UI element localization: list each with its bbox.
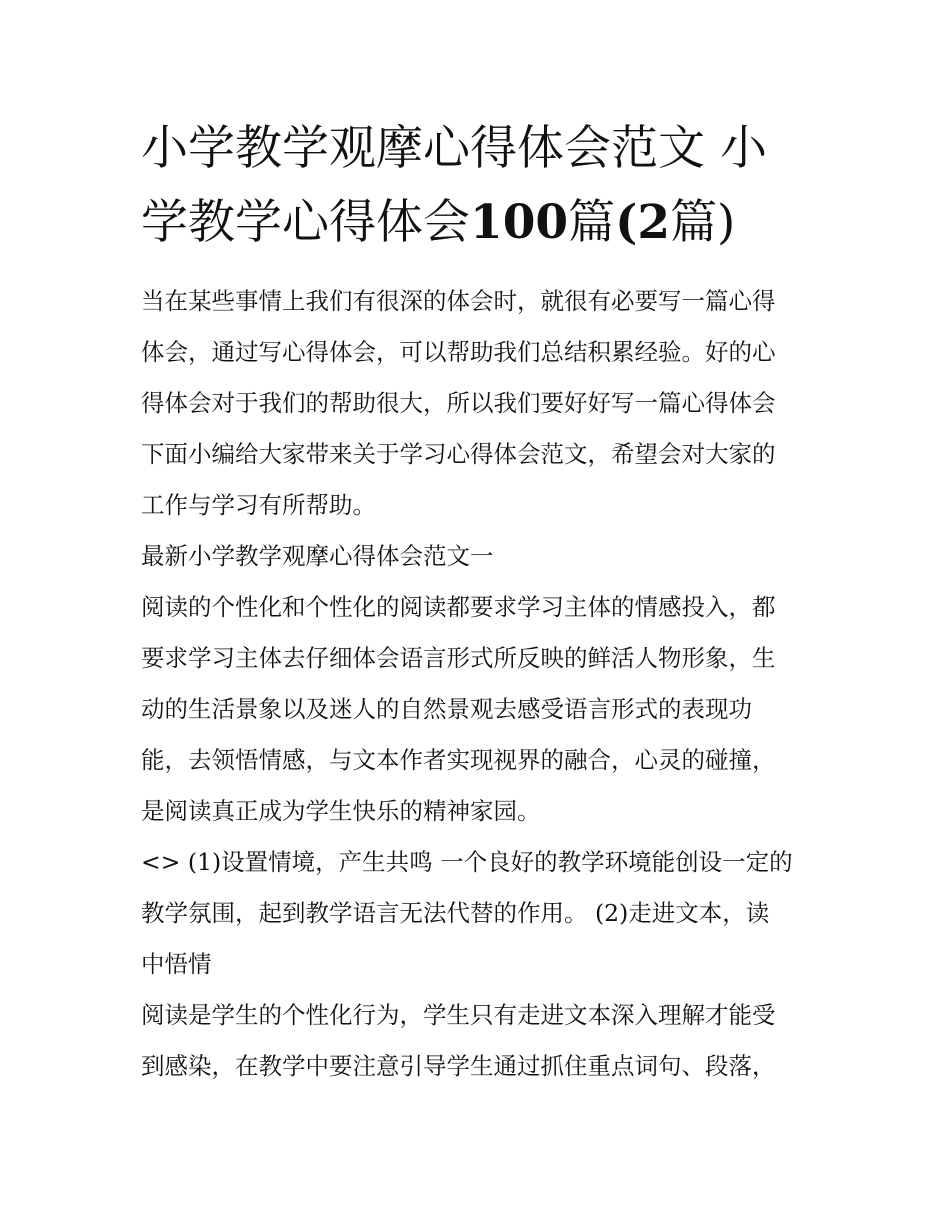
body-line: 要求学习主体去仔细体会语言形式所反映的鲜活人物形象，生 [141,644,776,672]
body-line: 中悟情 [141,950,212,978]
body-line: 阅读是学生的个性化行为，学生只有走进文本深入理解才能受 [141,1001,776,1029]
title-line-2-part-b: 100 [470,195,569,250]
section-heading: 最新小学教学观摩心得体会范文一 [141,542,494,570]
body-line: 到感染，在教学中要注意引导学生通过抓住重点词句、段落， [141,1052,776,1080]
body-line: 教学氛围，起到教学语言无法代替的作用。 (2)走进文本，读 [141,899,770,927]
body-line: 是阅读真正成为学生快乐的精神家园。 [141,797,541,825]
body-line: 体会，通过写心得体会，可以帮助我们总结积累经验。好的心 [141,338,776,366]
document-body [141,276,813,1092]
body-line: 阅读的个性化和个性化的阅读都要求学习主体的情感投入，都 [141,593,776,621]
body-line: 下面小编给大家带来关于学习心得体会范文，希望会对大家的 [141,440,776,468]
body-line: <> (1)设置情境，产生共鸣 一个良好的教学环境能创设一定的 [141,848,793,876]
body-line: 动的生活景象以及迷人的自然景观去感受语言形式的表现功 [141,695,752,723]
title-line-2-part-e: 篇) [670,195,736,250]
title-line-2-part-d: (2 [615,195,671,250]
document-title [141,112,813,260]
body-line: 能，去领悟情感，与文本作者实现视界的融合，心灵的碰撞， [141,746,776,774]
title-line-1: 小学教学观摩心得体会范文 小 [141,121,767,176]
document-content [141,112,813,1092]
body-line: 当在某些事情上我们有很深的体会时，就很有必要写一篇心得 [141,287,776,315]
title-line-2-part-c: 篇 [568,195,616,250]
body-line: 工作与学习有所帮助。 [141,491,376,519]
body-line: 得体会对于我们的帮助很大，所以我们要好好写一篇心得体会 [141,389,776,417]
title-line-2-part-a: 学教学心得体会 [141,195,470,250]
